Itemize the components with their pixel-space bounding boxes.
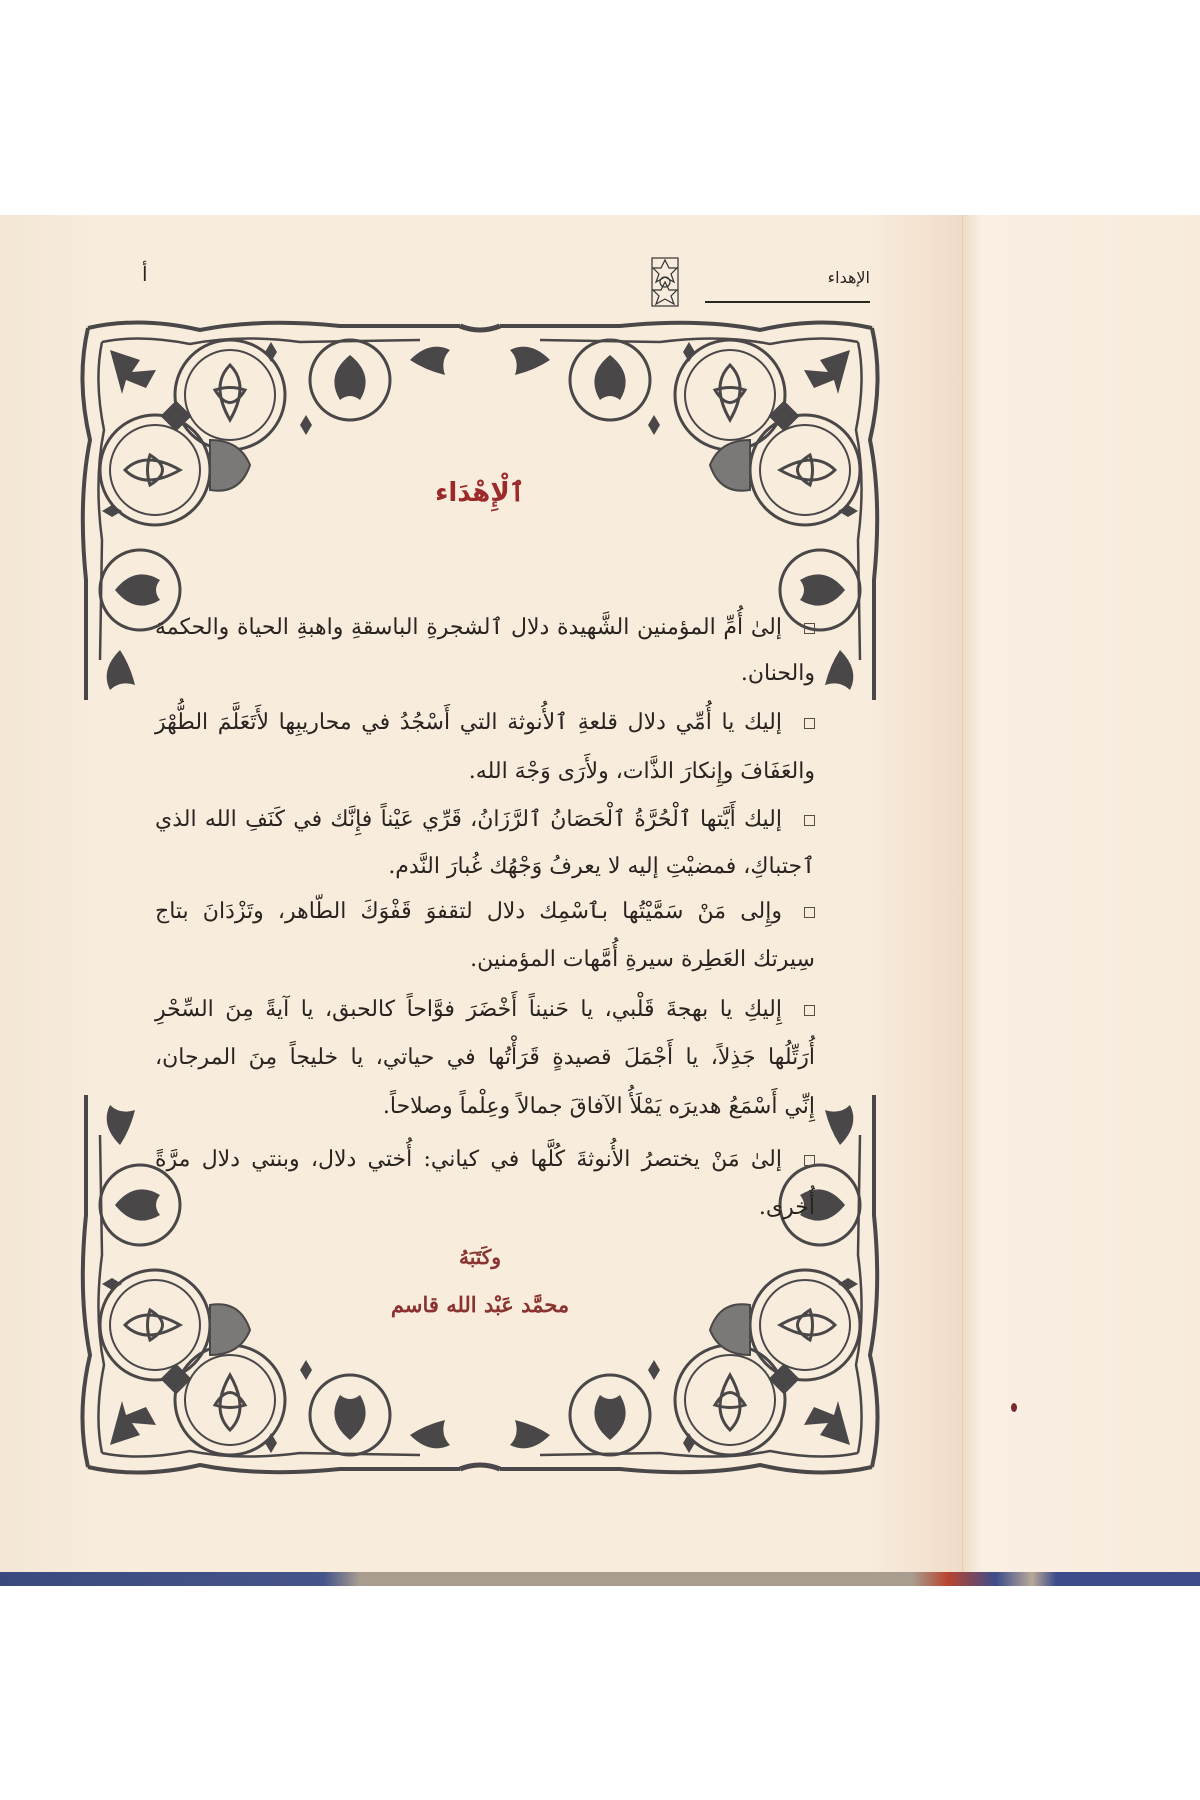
dedication-line: سِيرتك العَطِرة سيرةِ أُمَّهات المؤمنين. (470, 947, 815, 972)
running-head-rule (705, 301, 870, 303)
geometric-star-ornament-icon (650, 256, 680, 308)
dedication-line: إِنِّي أَسْمَعُ هديرَه يَمْلَأُ الآفاقَ جمالاً وعِلْماً وصلاحاً. (382, 1094, 815, 1119)
dedication-line: أُخرى. (758, 1195, 815, 1220)
dedication-line: إلىٰ مَنْ يختصرُ الأُنوثةَ كُلَّها في كياني: أُختي دلال، وبنتي دلال مرَّةً (155, 1140, 815, 1180)
page-title: ٱلْإِهْدَاء (435, 478, 525, 508)
ink-spot (1011, 1403, 1017, 1412)
square-bullet-icon (804, 623, 815, 634)
dedication-line: إليك أَيَّتها ٱلْحُرَّةُ ٱلْحَصَانُ ٱلرَّزَانُ، قَرِّي عَيْناً فإِنَّك في كَنَفِ الله الذي (155, 800, 815, 840)
square-bullet-icon (804, 718, 815, 729)
square-bullet-icon (804, 1005, 815, 1016)
dedication-line: إلىٰ أُمِّ المؤمنين الشَّهيدة دلال ٱلشجرةِ الباسقةِ واهبةِ الحياة والحكمة (155, 608, 815, 648)
square-bullet-icon (804, 815, 815, 826)
square-bullet-icon (804, 1155, 815, 1166)
square-bullet-icon (804, 907, 815, 918)
right-book-page (962, 215, 1200, 1572)
author-name: محمَّد عَبْد الله قاسم (390, 1292, 570, 1317)
signature-label: وكَتَبَهُ (459, 1245, 501, 1269)
dedication-line: أُرَتِّلُها جَذِلاً، يا أَجْمَلَ قصيدةٍ قَرَأْتُها في حياتي، يا خليجاً مِنَ المرجان، (155, 1045, 815, 1070)
dedication-line: وإِلى مَنْ سَمَّيْتُها بٱسْمِك دلال لتقفوَ قَفْوَكَ الطّاهر، وتَزْدَانَ بتاج (155, 892, 815, 932)
running-head: الإهداء (827, 268, 870, 287)
page-number: أ (142, 262, 148, 286)
dedication-line: إِليكِ يا بهجةَ قَلْبي، يا حَنيناً أَخْضَرَ فوَّاحاً كالحبق، يا آيةً مِنَ السِّحْرِ (155, 990, 815, 1030)
dedication-line: إليك يا أُمِّي دلال قلعةِ ٱلأُنوثة التي أَسْجُدُ في محاريبِها لأَتَعَلَّمَ الطُّهْرَ (155, 703, 815, 743)
dedication-line: والحنان. (740, 661, 815, 686)
book-cover-edge (0, 1572, 1200, 1586)
dedication-line: ٱجتباكِ، فمضيْتِ إليه لا يعرفُ وَجْهُك غُبارَ النَّدم. (388, 854, 815, 879)
dedication-line: والعَفَافَ وإِنكارَ الذَّات، ولأَرَى وَجْهَ الله. (468, 759, 815, 784)
